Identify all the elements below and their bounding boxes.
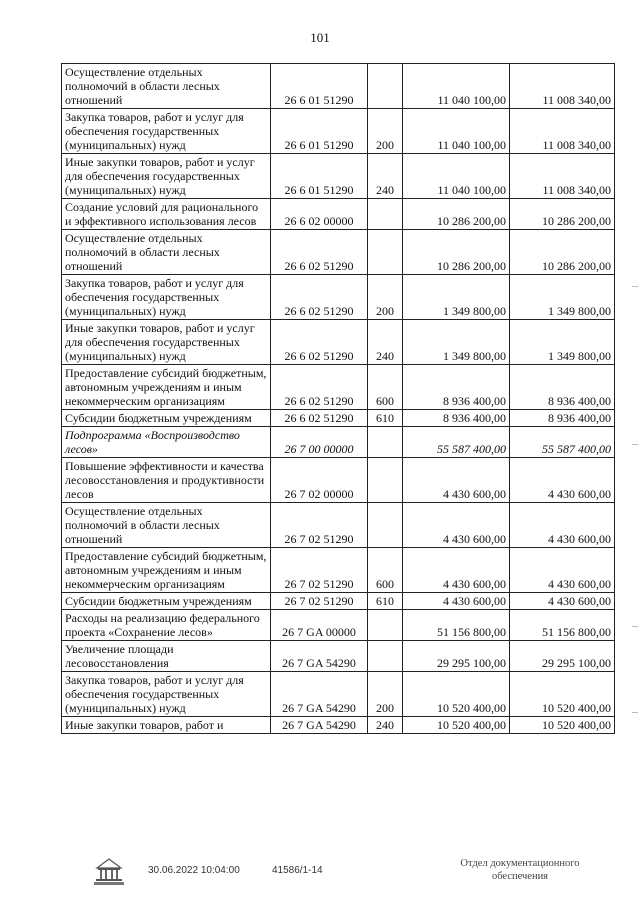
row-code: 26 7 GA 54290 — [271, 641, 368, 672]
row-code: 26 7 02 51290 — [271, 593, 368, 610]
margin-mark — [632, 712, 638, 713]
row-amount-2: 51 156 800,00 — [510, 610, 615, 641]
row-amount-2: 10 286 200,00 — [510, 199, 615, 230]
row-amount-1: 4 430 600,00 — [403, 593, 510, 610]
table-row — [62, 365, 615, 410]
row-code: 26 6 01 51290 — [271, 154, 368, 199]
table-row — [62, 199, 615, 230]
row-expense-type — [368, 230, 403, 275]
table-row — [62, 427, 615, 458]
table-row — [62, 672, 615, 717]
table-row — [62, 410, 615, 427]
row-code: 26 6 01 51290 — [271, 64, 368, 109]
row-expense-type: 200 — [368, 109, 403, 154]
row-expense-type: 610 — [368, 593, 403, 610]
row-amount-2: 29 295 100,00 — [510, 641, 615, 672]
row-amount-2: 1 349 800,00 — [510, 320, 615, 365]
row-code: 26 6 01 51290 — [271, 109, 368, 154]
row-name: Увеличение площади лесовосстановления — [62, 641, 271, 672]
row-amount-2: 8 936 400,00 — [510, 410, 615, 427]
row-amount-1: 10 520 400,00 — [403, 672, 510, 717]
department-stamp-line: Отдел документационного — [460, 858, 580, 869]
table-row — [62, 610, 615, 641]
table-row — [62, 275, 615, 320]
row-amount-2: 4 430 600,00 — [510, 458, 615, 503]
row-expense-type — [368, 64, 403, 109]
row-name: Осуществление отдельных полномочий в области лесных отношений — [62, 230, 271, 275]
row-amount-1: 8 936 400,00 — [403, 365, 510, 410]
margin-mark — [632, 286, 638, 287]
table-row — [62, 230, 615, 275]
row-amount-1: 4 430 600,00 — [403, 458, 510, 503]
row-amount-2: 11 008 340,00 — [510, 64, 615, 109]
table-row — [62, 109, 615, 154]
row-expense-type: 600 — [368, 365, 403, 410]
row-amount-2: 4 430 600,00 — [510, 548, 615, 593]
row-amount-1: 1 349 800,00 — [403, 275, 510, 320]
row-code: 26 7 00 00000 — [271, 427, 368, 458]
row-expense-type: 200 — [368, 672, 403, 717]
row-amount-1: 10 286 200,00 — [403, 230, 510, 275]
table-row — [62, 458, 615, 503]
row-amount-1: 4 430 600,00 — [403, 503, 510, 548]
margin-mark — [632, 444, 638, 445]
registration-datetime: 30.06.2022 10:04:00 — [148, 865, 240, 876]
row-expense-type: 240 — [368, 154, 403, 199]
row-name: Закупка товаров, работ и услуг для обеспечения государственных (муниципальных) нужд — [62, 109, 271, 154]
row-expense-type — [368, 458, 403, 503]
row-name: Предоставление субсидий бюджетным, автономным учреждениям и иным некоммерческим организациям — [62, 548, 271, 593]
row-name: Закупка товаров, работ и услуг для обеспечения государственных (муниципальных) нужд — [62, 672, 271, 717]
table-row — [62, 641, 615, 672]
row-code: 26 6 02 51290 — [271, 410, 368, 427]
table-row — [62, 64, 615, 109]
row-name: Расходы на реализацию федерального проекта «Сохранение лесов» — [62, 610, 271, 641]
row-code: 26 6 02 51290 — [271, 230, 368, 275]
row-name: Подпрограмма «Воспроизводство лесов» — [62, 427, 271, 458]
table-row — [62, 593, 615, 610]
row-name: Предоставление субсидий бюджетным, автономным учреждениям и иным некоммерческим организациям — [62, 365, 271, 410]
row-code: 26 7 GA 54290 — [271, 672, 368, 717]
row-amount-2: 10 520 400,00 — [510, 672, 615, 717]
budget-table-body — [62, 64, 615, 734]
row-expense-type — [368, 199, 403, 230]
row-amount-2: 11 008 340,00 — [510, 154, 615, 199]
row-amount-2: 1 349 800,00 — [510, 275, 615, 320]
row-code: 26 7 GA 54290 — [271, 717, 368, 734]
row-amount-2: 10 286 200,00 — [510, 230, 615, 275]
row-amount-2: 4 430 600,00 — [510, 503, 615, 548]
row-code: 26 6 02 51290 — [271, 275, 368, 320]
row-name: Осуществление отдельных полномочий в области лесных отношений — [62, 503, 271, 548]
row-code: 26 7 GA 00000 — [271, 610, 368, 641]
row-expense-type: 200 — [368, 275, 403, 320]
row-amount-1: 1 349 800,00 — [403, 320, 510, 365]
table-row — [62, 717, 615, 734]
row-code: 26 6 02 51290 — [271, 320, 368, 365]
row-amount-2: 8 936 400,00 — [510, 365, 615, 410]
registration-number: 41586/1-14 — [272, 865, 323, 876]
row-expense-type — [368, 610, 403, 641]
row-name: Осуществление отдельных полномочий в области лесных отношений — [62, 64, 271, 109]
row-expense-type: 240 — [368, 717, 403, 734]
row-amount-1: 11 040 100,00 — [403, 154, 510, 199]
row-amount-1: 10 520 400,00 — [403, 717, 510, 734]
page-footer — [0, 855, 640, 895]
row-amount-2: 4 430 600,00 — [510, 593, 615, 610]
row-code: 26 7 02 51290 — [271, 503, 368, 548]
margin-mark — [632, 626, 638, 627]
table-row — [62, 548, 615, 593]
row-name: Субсидии бюджетным учреждениям — [62, 593, 271, 610]
row-amount-1: 29 295 100,00 — [403, 641, 510, 672]
row-name: Иные закупки товаров, работ и услуг для обеспечения государственных (муниципальных) нужд — [62, 154, 271, 199]
row-amount-1: 51 156 800,00 — [403, 610, 510, 641]
row-code: 26 7 02 51290 — [271, 548, 368, 593]
department-stamp — [440, 857, 600, 883]
row-name: Повышение эффективности и качества лесовосстановления и продуктивности лесов — [62, 458, 271, 503]
row-amount-1: 11 040 100,00 — [403, 109, 510, 154]
row-expense-type — [368, 641, 403, 672]
row-amount-1: 11 040 100,00 — [403, 64, 510, 109]
row-amount-1: 55 587 400,00 — [403, 427, 510, 458]
row-expense-type: 240 — [368, 320, 403, 365]
row-name: Иные закупки товаров, работ и услуг для обеспечения государственных (муниципальных) нужд — [62, 320, 271, 365]
table-row — [62, 154, 615, 199]
row-amount-2: 11 008 340,00 — [510, 109, 615, 154]
row-code: 26 6 02 00000 — [271, 199, 368, 230]
row-expense-type: 600 — [368, 548, 403, 593]
table-row — [62, 320, 615, 365]
row-name: Закупка товаров, работ и услуг для обеспечения государственных (муниципальных) нужд — [62, 275, 271, 320]
row-expense-type: 610 — [368, 410, 403, 427]
page-number: 101 — [310, 30, 330, 45]
budget-table — [61, 63, 615, 734]
table-row — [62, 503, 615, 548]
row-amount-2: 10 520 400,00 — [510, 717, 615, 734]
row-amount-1: 4 430 600,00 — [403, 548, 510, 593]
row-amount-1: 10 286 200,00 — [403, 199, 510, 230]
building-emblem-icon — [92, 855, 126, 887]
row-expense-type — [368, 427, 403, 458]
row-amount-1: 8 936 400,00 — [403, 410, 510, 427]
department-stamp-line: обеспечения — [491, 871, 549, 882]
row-code: 26 6 02 51290 — [271, 365, 368, 410]
row-amount-2: 55 587 400,00 — [510, 427, 615, 458]
row-code: 26 7 02 00000 — [271, 458, 368, 503]
row-name: Иные закупки товаров, работ и — [62, 717, 271, 734]
row-expense-type — [368, 503, 403, 548]
row-name: Субсидии бюджетным учреждениям — [62, 410, 271, 427]
row-name: Создание условий для рационального и эффективного использования лесов — [62, 199, 271, 230]
